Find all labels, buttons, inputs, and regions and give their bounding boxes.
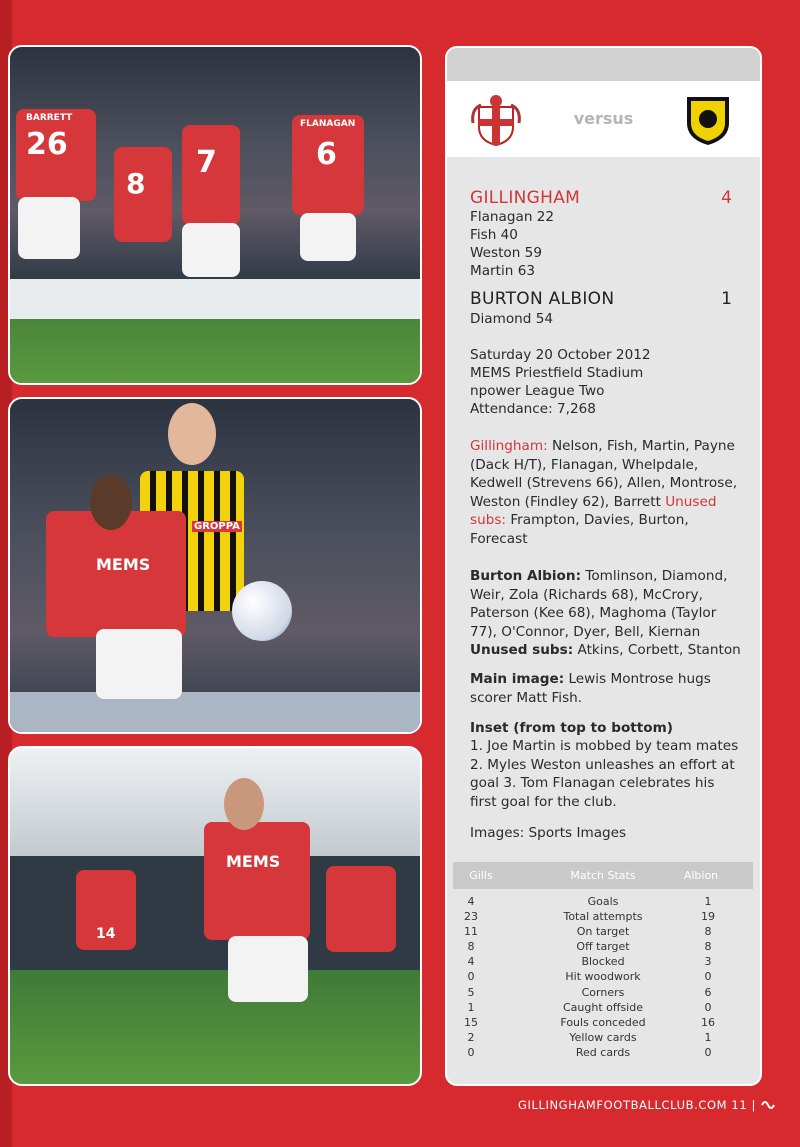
shirt-number: 6	[316, 137, 337, 172]
match-report-panel	[445, 46, 762, 1086]
stats-header-home: Gills	[469, 869, 493, 882]
away-score: 1	[721, 289, 732, 309]
stat-row	[453, 954, 753, 969]
home-scorer: Flanagan 22	[470, 209, 555, 225]
shirt-number: 7	[196, 145, 217, 180]
home-scorer: Weston 59	[470, 245, 542, 261]
player-mobbed	[182, 125, 240, 225]
home-scorer: Fish 40	[470, 227, 518, 243]
stat-away: 1	[704, 1030, 712, 1044]
club-monogram-icon	[760, 1098, 776, 1112]
photo-weston-shot	[8, 397, 422, 734]
player-name: BARRETT	[26, 113, 73, 123]
football	[232, 581, 292, 641]
stat-away: 0	[704, 970, 712, 984]
stat-label: Total attempts	[563, 910, 643, 924]
gillingham-lineup	[470, 437, 742, 548]
stat-home: 0	[467, 1045, 475, 1059]
player-flanagan	[292, 115, 364, 215]
inset-caption-text: 1. Joe Martin is mobbed by team mates 2. Myles Weston unleashes an effort at goal 3. Tom Flanagan celebrates his first goal for the club.	[470, 738, 739, 810]
shorts	[18, 197, 80, 259]
stat-away: 8	[704, 925, 712, 939]
main-image-caption	[470, 670, 742, 707]
player-head	[90, 474, 132, 530]
home-score: 4	[721, 188, 732, 208]
stat-home: 0	[467, 970, 475, 984]
gillingham-subs-label: Unused subs:	[470, 493, 717, 528]
stat-row	[453, 924, 753, 939]
player-barrett	[16, 109, 96, 201]
player-head	[224, 778, 264, 830]
stat-home: 4	[467, 895, 475, 908]
away-team-name: BURTON ALBION	[470, 289, 615, 309]
stat-row	[453, 1045, 753, 1060]
player-right	[326, 866, 396, 952]
photo-martin-mobbed	[8, 45, 422, 385]
stat-label: Blocked	[581, 955, 625, 969]
stat-row	[453, 894, 753, 909]
gillingham-lineup-label: Gillingham:	[470, 438, 548, 454]
gillingham-lineup-text: Nelson, Fish, Martin, Payne (Dack H/T), Flanagan, Whelpdale, Kedwell (Strevens 66), Allen, Montrose, Weston (Findley 62), Barrett	[470, 438, 738, 510]
stat-row	[453, 1030, 753, 1045]
inset-caption-label: Inset (from top to bottom)	[470, 720, 673, 736]
stats-header	[453, 862, 753, 889]
burton-subs-label: Unused subs:	[470, 642, 574, 658]
stat-away: 3	[704, 955, 712, 969]
stat-away: 8	[704, 940, 712, 954]
photo-flanagan-celebrates	[8, 746, 422, 1086]
burton-subs-text: Atkins, Corbett, Stanton	[573, 642, 741, 658]
burton-lineup-label: Burton Albion:	[470, 568, 582, 584]
advert-board	[10, 279, 420, 319]
image-credit: Images: Sports Images	[470, 825, 627, 841]
home-scorer: Martin 63	[470, 263, 535, 279]
shorts	[300, 213, 356, 261]
away-scorer: Diamond 54	[470, 311, 553, 327]
shirt-number: 14	[96, 926, 116, 942]
stat-home: 5	[467, 985, 475, 999]
stat-away: 6	[704, 985, 712, 999]
stat-row	[453, 939, 753, 954]
player-name: FLANAGAN	[300, 119, 356, 129]
stat-home: 4	[467, 955, 475, 969]
stat-away: 19	[701, 910, 715, 924]
gillingham-subs-text: Frampton, Davies, Burton, Forecast	[470, 512, 689, 547]
stat-label: Hit woodwork	[565, 970, 641, 984]
shorts	[228, 936, 308, 1002]
burton-lineup-text: Tomlinson, Diamond, Weir, Zola (Richards 68), McCrory, Paterson (Kee 68), Maghoma (Taylor 77), O'Connor, Dyer, Bell, Kiernan	[470, 568, 728, 640]
sponsor-text: MEMS	[226, 852, 281, 871]
match-stats-table	[453, 862, 753, 1060]
shorts	[182, 223, 240, 277]
versus-label: versus	[573, 109, 634, 128]
stat-row	[453, 1000, 753, 1015]
stat-away: 1	[704, 895, 712, 908]
stat-away: 16	[701, 1015, 715, 1029]
stats-header-title: Match Stats	[570, 869, 636, 882]
stat-row	[453, 1015, 753, 1030]
match-date: Saturday 20 October 2012	[470, 347, 651, 363]
stat-label: Caught offside	[562, 1000, 643, 1014]
stat-label: Off target	[576, 940, 630, 954]
stat-label: Fouls conceded	[560, 1015, 646, 1029]
stat-away: 0	[704, 1045, 712, 1059]
stat-home: 1	[467, 1000, 475, 1014]
stats-header-away: Albion	[683, 869, 719, 882]
sponsor-text: MEMS	[96, 555, 151, 574]
shirt-number: 26	[26, 127, 68, 162]
match-venue: MEMS Priestfield Stadium	[470, 365, 644, 381]
burton-crest-icon	[683, 93, 733, 147]
shirt-number: 8	[126, 167, 146, 200]
match-competition: npower League Two	[470, 383, 605, 399]
sponsor-text: GROPPA	[194, 521, 240, 532]
stat-label: Goals	[587, 895, 619, 908]
stat-home: 2	[467, 1030, 475, 1044]
stat-label: On target	[576, 925, 630, 939]
shorts	[96, 629, 182, 699]
player-left	[76, 870, 136, 950]
player-weston	[46, 511, 186, 637]
stats-body	[453, 889, 753, 1060]
stat-home: 11	[464, 925, 478, 939]
main-image-text: Lewis Montrose hugs scorer Matt Fish.	[470, 671, 711, 706]
panel-header-strip	[447, 48, 760, 81]
stat-label: Yellow cards	[569, 1030, 637, 1044]
stat-row	[453, 909, 753, 924]
footer-site-and-page: GILLINGHAMFOOTBALLCLUB.COM 11 |	[517, 1098, 756, 1112]
stat-away: 0	[704, 1000, 712, 1014]
player-martin	[114, 147, 172, 242]
stat-home: 23	[464, 910, 478, 924]
match-attendance: Attendance: 7,268	[470, 401, 596, 417]
home-team-name: GILLINGHAM	[470, 188, 581, 208]
crest-row	[447, 81, 760, 157]
stat-home: 8	[467, 940, 475, 954]
stat-row	[453, 985, 753, 1000]
stat-row	[453, 969, 753, 984]
player-head	[168, 403, 216, 465]
main-image-label: Main image:	[470, 671, 565, 687]
burton-lineup	[470, 567, 742, 660]
pitch	[10, 970, 420, 1084]
stat-home: 15	[464, 1015, 478, 1029]
advert-board	[10, 692, 420, 732]
stat-label: Corners	[581, 985, 625, 999]
player-flanagan	[204, 822, 310, 940]
stat-label: Red cards	[575, 1045, 631, 1059]
